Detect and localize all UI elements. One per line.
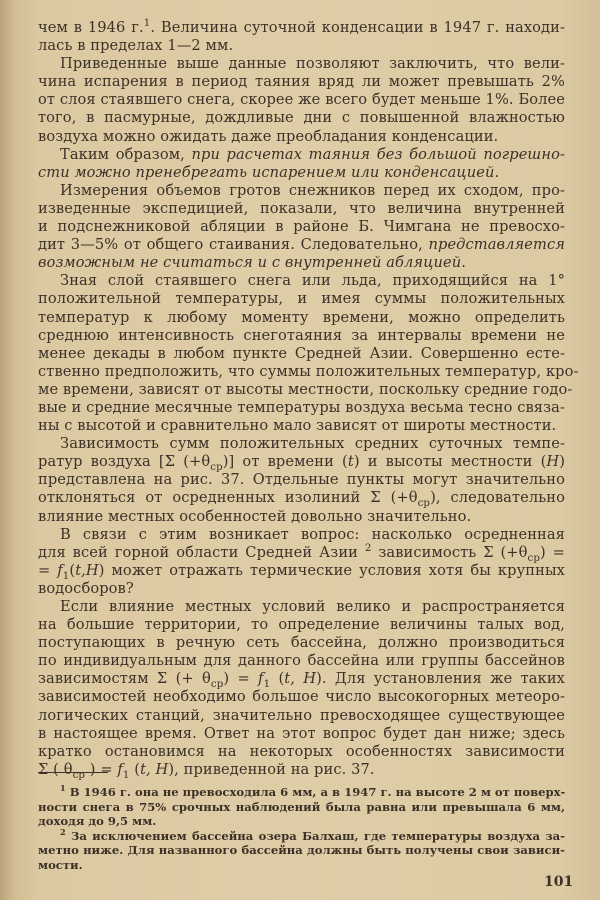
text-run: ) = [223,670,259,688]
text-run: водосборов? [38,579,134,597]
text-line [38,580,565,598]
text-run: чина испарения в период таяния вряд ли может превышать 2% [38,73,565,91]
text-run: В 1946 г. она не превосходила 6 мм, а в 1947 г. на высоте 2 м от поверх- [65,785,566,799]
text-run: ), следовательно [430,489,566,507]
text-run: ( [270,670,285,688]
subscript: ср [417,498,431,510]
subscript: 1 [263,679,271,691]
text-run: ). Для установления же таких [316,670,565,688]
text-run: для всей горной области Средней Азии [38,543,365,561]
text-run: воздуха можно ожидать даже преобладания конденсации. [38,127,499,145]
text-run: ( [69,561,76,579]
text-run: зависимостей необходимо большое число высокогорных метеоро- [38,688,565,706]
subscript: ср [210,462,223,474]
text-line [38,254,565,272]
text-run: зависимость Σ (+θ [371,543,528,561]
text-line [38,634,565,652]
page-number: 101 [544,874,574,890]
text-line [38,73,565,91]
subscript: ср [72,769,86,781]
text-line [38,182,565,200]
footnote-line [38,800,565,815]
text-run: ны с высотой и сравнительно мало зависят от широты местности. [38,417,557,435]
footnote-ref: 1 [60,783,66,794]
text-run: ) = [85,760,118,778]
text-run: изведенные экспедицией, показали, что величина внутренней [38,199,565,217]
subscript: 1 [122,769,130,781]
text-run: температур к любому моменту времени, можно определить [38,308,565,326]
subscript: 1 [62,570,70,582]
text-run: Зависимость сумм положительных средних суточных темпе- [60,435,565,453]
text-run: Приведенные выше данные позволяют заключить, что вели- [60,55,565,73]
text-run: t,H [75,561,99,579]
text-run: . [461,254,466,272]
text-run: Измерения объемов гротов снежников перед их сходом, про- [60,181,565,199]
text-line [38,743,565,761]
text-run: среднюю интенсивность снеготаяния за интервалы времени не [38,326,565,344]
text-run: влияние местных особенностей довольно значительно. [38,507,472,525]
text-run: t, H [140,760,169,778]
footnote-line [38,826,565,844]
text-run: ности снега в 75% срочных наблюдений была равна или превышала 6 мм, [38,799,565,814]
text-run: зависимостям Σ (+ θ [38,670,211,688]
text-run: логических станций, значительно превосходящее существующее [38,706,565,724]
text-run: ме времени, зависят от высоты местности, поскольку средние годо- [38,380,573,398]
text-line [38,345,565,363]
text-line [38,362,579,381]
text-line [38,236,565,254]
text-run: по индивидуальным для данного бассейна или группы бассейнов [38,652,565,670]
text-line [38,309,565,327]
text-run: f [258,670,264,688]
text-line [38,272,565,290]
text-run: и подснежниковой абляции в районе Б. Чимгана не превосхо- [38,218,565,236]
text-run: ) [559,453,565,471]
text-run: положительной температуры, и имея суммы положительных [38,290,565,308]
text-run: )] от времени ( [222,453,348,471]
text-line [38,707,565,725]
text-run: метно ниже. Для названного бассейна должны быть получены свои зависи- [38,843,565,858]
text-line [38,218,565,236]
text-run: вые и средние месячные температуры воздуха весьма тесно связа- [38,398,565,416]
text-line [38,761,565,779]
text-line [38,37,565,55]
text-run: кратко остановимся на некоторых особенностях зависимости [38,742,565,760]
footnote-line [38,814,565,829]
text-run: доходя до 9,5 мм. [38,814,157,829]
text-run: Σ ( θ [38,760,73,778]
text-run: t [347,453,354,471]
text-line [38,471,565,489]
text-run: H [546,453,560,471]
text-line [38,688,565,706]
text-line [38,290,565,308]
text-line [38,508,565,526]
footnote-ref: 2 [364,542,372,554]
text-run: ) может отражать термические условия хотя бы крупных [98,561,565,579]
text-line [38,109,565,127]
text-run: ), приведенной на рис. 37. [168,760,375,778]
text-run: t, H [284,670,317,688]
text-run: менее декады в любом пункте Средней Азии. Совершенно есте- [38,344,565,362]
text-run: ) = [539,543,565,561]
text-run: Если влияние местных условий велико и распространяется [60,598,565,615]
footnotes [38,785,565,873]
text-run: в настоящее время. Ответ на этот вопрос будет дан ниже; здесь [38,724,565,742]
text-line [38,616,565,634]
text-run: f [57,561,63,579]
text-run: того, в пасмурные, дождливые дни с повышенной влажностью [38,109,565,127]
text-line [38,200,565,218]
text-run: представлена на рис. 37. Отдельные пункты могут значительно [38,471,565,489]
footnote-divider [38,772,108,773]
text-line [38,146,565,164]
text-run: при расчетах таяния без большой погрешно- [191,145,565,163]
text-line [38,725,565,743]
text-run: f [117,760,123,778]
text-run: ) и высоты местности ( [353,453,547,471]
text-run: дит 3—5% от общего стаивания. Следовательно, [38,236,429,254]
text-run: сти можно пренебрегать испарением или конденсацией [38,163,495,181]
text-run: В связи с этим возникает вопрос: насколько осредненная [60,525,565,543]
text-run: Зная слой стаявшего снега или льда, приходящийся на 1° [60,272,565,290]
body-text [38,18,579,781]
text-line [38,380,573,399]
text-run: чем в 1946 г. [38,19,144,36]
text-run: возможным не считаться и с внутренней абляцией [38,254,462,272]
text-line [38,453,565,474]
text-run: мости. [38,857,83,872]
subscript: ср [527,552,540,564]
text-run: ратур воздуха [Σ (+θ [38,453,211,471]
text-run: За исключением бассейна озера Балхаш, где температуры воздуха за- [65,828,565,843]
text-line [38,670,565,691]
footnote-line [38,785,565,800]
text-run: на большие территории, то определение величины талых вод, [38,616,565,634]
text-run: . [494,163,500,181]
text-run: представляется [428,236,565,254]
text-line [38,544,565,562]
text-run: поступающих в речную сеть бассейна, должно производиться [38,634,565,652]
text-line [38,652,565,670]
text-line [38,435,565,453]
text-run: ственно предположить, что суммы положительных температур, кро- [38,362,579,380]
text-line [38,489,566,510]
text-line [38,562,565,580]
text-line [38,164,565,182]
text-line [38,417,565,435]
footnote-line [38,843,565,858]
text-line [38,598,565,616]
text-line [38,91,565,109]
text-line [38,399,565,417]
text-line [38,55,565,73]
text-line [38,526,565,544]
text-run: от слоя стаявшего снега, скорее же всего будет меньше 1%. Более [38,91,565,109]
text-run: лась в пределах 1—2 мм. [38,37,234,55]
text-run: отклоняться от осредненных изолиний Σ (+θ [38,489,418,507]
text-line [38,327,565,345]
subscript: ср [210,679,224,691]
text-run: ( [129,760,141,778]
text-run: = [38,561,58,579]
footnote-line [38,858,565,873]
text-run: . Величина суточной конденсации в 1947 г. находи- [150,19,565,36]
footnote-ref: 1 [143,18,151,30]
text-run: Таким образом, [60,145,192,163]
footnote-ref: 2 [60,826,66,837]
text-line [38,19,565,37]
text-line [38,128,565,146]
